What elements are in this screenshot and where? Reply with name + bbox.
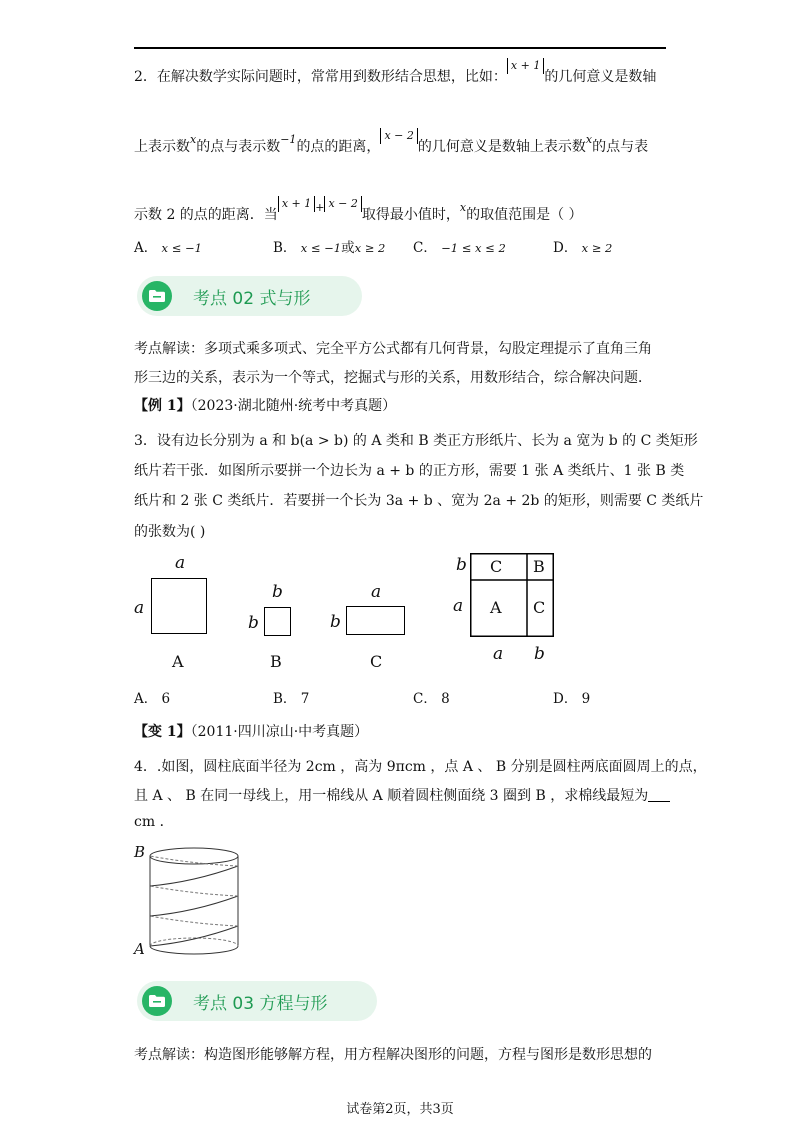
- q3-line4: 的张数为( ): [134, 524, 206, 540]
- q3-option-a: A． 6: [134, 691, 171, 707]
- q3-option-c: C． 8: [413, 691, 450, 707]
- cell-c-right: C: [533, 598, 546, 617]
- q2-line1: 2．在解决数学实际问题时，常常用到数形结合思想，比如：x + 1的几何意义是数轴: [134, 59, 657, 85]
- cylinder-drawing: [140, 842, 248, 962]
- folder-icon: [149, 290, 165, 302]
- page-footer: 试卷第2页，共3页: [346, 1102, 454, 1117]
- folder-badge: [142, 281, 172, 311]
- cell-a: A: [490, 598, 502, 617]
- q4-line3: cm ．: [134, 814, 174, 830]
- q3-line2: 纸片若干张．如图所示要拼一个边长为 a + b 的正方形，需要 1 张 A 类纸片、1 张 B 类: [134, 463, 685, 479]
- label-c-side: b: [330, 612, 341, 632]
- square-b: [264, 607, 291, 636]
- caption-b: B: [270, 652, 282, 671]
- folder-icon: [149, 995, 165, 1007]
- q3-line3: 纸片和 2 张 C 类纸片．若要拼一个长为 3a + b 、宽为 2a + 2b 的矩形，则需要 C 类纸片: [134, 493, 704, 509]
- abs-expr-x-minus-2: x − 2: [380, 128, 417, 144]
- section-banner-03: [137, 981, 377, 1021]
- label-b-composite-bottom: b: [534, 644, 545, 664]
- label-b-point: B: [134, 843, 146, 861]
- section-banner-02: [137, 276, 362, 316]
- q2-option-b: B． x ≤ −1或x ≥ 2: [273, 240, 386, 256]
- label-a-composite-bottom: a: [493, 644, 504, 664]
- q4-line2: 且 A 、 B 在同一母线上，用一棉线从 A 顺着圆柱侧面绕 3 圈到 B ，求棉线最短为: [134, 786, 670, 806]
- cell-b: B: [533, 557, 545, 576]
- reading03-line1: 考点解读：构造图形能够解方程，用方程解决图形的问题，方程与图形是数形思想的: [134, 1047, 652, 1063]
- q3-line1: 3．设有边长分别为 a 和 b(a > b) 的 A 类和 B 类正方形纸片、长为 a 宽为 b 的 C 类矩形: [134, 433, 698, 449]
- top-rule: [134, 47, 666, 49]
- q2-option-c: C． −1 ≤ x ≤ 2: [413, 240, 506, 256]
- q2-option-d: D． x ≥ 2: [553, 240, 613, 256]
- label-c-top: a: [371, 582, 382, 602]
- label-a-composite-side: a: [453, 596, 464, 616]
- label-a-top: a: [175, 553, 186, 573]
- reading02-line1: 考点解读：多项式乘多项式、完全平方公式都有几何背景，勾股定理提示了直角三角: [134, 341, 652, 357]
- label-a-side: a: [134, 598, 145, 618]
- cell-c-top: C: [490, 557, 503, 576]
- q2-line2: 上表示数$^x$的点与表示数$^{-1}$的点的距离，x − 2的几何意义是数轴上表示数$^x$的点与表: [134, 129, 649, 155]
- folder-badge: [142, 986, 172, 1016]
- variant-1-heading: 【变 1】（2011·四川凉山·中考真题）: [134, 724, 369, 740]
- caption-c: C: [370, 652, 383, 671]
- label-a-point: A: [134, 940, 145, 958]
- section-title: 考点 03 方程与形: [193, 994, 328, 1014]
- square-a: [151, 578, 207, 634]
- reading02-line2: 形三边的关系，表示为一个等式，挖掘式与形的关系，用数形结合，综合解决问题．: [134, 370, 652, 386]
- q2-option-a: A． x ≤ −1: [134, 240, 202, 256]
- q4-line1: 4．.如图，圆柱底面半径为 2cm ，高为 9πcm ，点 A 、 B 分别是圆柱两底面圆周上的点，: [134, 759, 707, 775]
- label-b-side: b: [248, 613, 259, 633]
- label-b-composite-side: b: [456, 555, 467, 575]
- rect-c: [346, 606, 405, 635]
- answer-blank: [648, 787, 670, 802]
- q3-option-d: D． 9: [553, 691, 591, 707]
- section-title: 考点 02 式与形: [193, 289, 311, 309]
- q2-line3: 示数 2 的点的距离．当x + 1 + x − 2取得最小值时，$^x$的取值范围是（ ）: [134, 197, 583, 223]
- q3-option-b: B． 7: [273, 691, 310, 707]
- abs-expr-x-plus-1: x + 1: [507, 58, 544, 74]
- example-1-heading: 【例 1】（2023·湖北随州·统考中考真题）: [134, 398, 397, 414]
- caption-a: A: [172, 652, 184, 671]
- label-b-top: b: [272, 582, 283, 602]
